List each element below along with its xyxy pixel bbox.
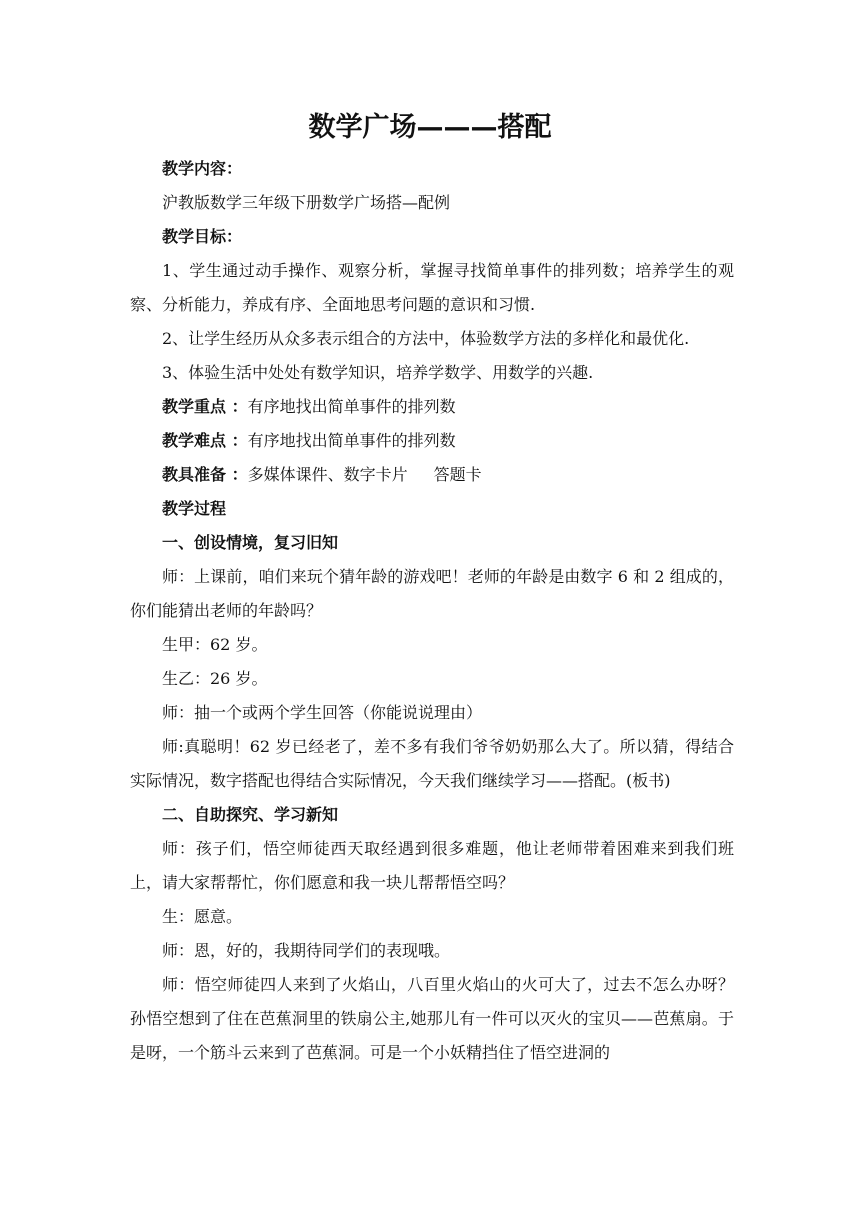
content-label: 教学内容： [162, 159, 243, 178]
difficulty-line [130, 424, 734, 458]
section1-paragraph-5: 师:真聪明！62 岁已经老了，差不多有我们爷爷奶奶那么大了。所以猜，得结合实际情况，数字搭配也得结合实际情况，今天我们继续学习——搭配。(板书) [130, 737, 734, 790]
process-label: 教学过程 [162, 499, 227, 518]
section1-paragraph-4: 师：抽一个或两个学生回答（你能说说理由） [162, 703, 483, 722]
content-label-line [130, 152, 734, 186]
key-point-text: 有序地找出简单事件的排列数 [247, 397, 456, 416]
document-body [130, 152, 734, 1070]
section2-heading-line [130, 798, 734, 832]
difficulty-label: 教学难点 ： [162, 431, 248, 450]
section2-paragraph-2: 生：愿意。 [162, 907, 243, 926]
section2-paragraph-1: 师：孩子们，悟空师徒西天取经遇到很多难题，他让老师带着困难来到我们班上，请大家帮帮忙，你们愿意和我一块儿帮帮悟空吗？ [130, 839, 734, 892]
tools-text-a: 多媒体课件、数字卡片 [247, 465, 408, 484]
goals-label-line [130, 220, 734, 254]
section1-paragraph-1: 师：上课前，咱们来玩个猜年龄的游戏吧！老师的年龄是由数字 6 和 2 组成的，你们能猜出老师的年龄吗？ [130, 567, 734, 620]
section2-paragraph-4: 师：悟空师徒四人来到了火焰山，八百里火焰山的火可大了，过去不怎么办呀？孙悟空想到了住在芭蕉洞里的铁扇公主,她那儿有一件可以灭火的宝贝——芭蕉扇。于是呀，一个筋斗云来到了芭蕉洞。可是一个小妖精挡住了悟空进洞的 [130, 975, 734, 1062]
section1-heading-line [130, 526, 734, 560]
section2-heading: 二、自助探究、学习新知 [162, 805, 339, 824]
difficulty-text: 有序地找出简单事件的排列数 [247, 431, 456, 450]
process-label-line [130, 492, 734, 526]
goal-item-2: 2、让学生经历从众多表示组合的方法中，体验数学方法的多样化和最优化. [162, 329, 690, 348]
key-point-label: 教学重点 ： [162, 397, 248, 416]
goal-item-3: 3、体验生活中处处有数学知识，培养学数学、用数学的兴趣. [162, 363, 594, 382]
section1-paragraph-3: 生乙：26 岁。 [162, 669, 268, 688]
tools-text-b: 答题卡 [433, 465, 482, 484]
content-text: 沪教版数学三年级下册数学广场搭—配例 [162, 193, 451, 212]
tools-line [130, 458, 734, 492]
tools-label: 教具准备 ： [162, 465, 248, 484]
goals-label: 教学目标： [162, 227, 243, 246]
key-point-line [130, 390, 734, 424]
section1-paragraph-2: 生甲：62 岁。 [162, 635, 268, 654]
goal-item-1: 1、学生通过动手操作、观察分析，掌握寻找简单事件的排列数；培养学生的观察、分析能力，养成有序、全面地思考问题的意识和习惯. [130, 261, 734, 314]
section1-heading: 一、创设情境，复习旧知 [162, 533, 339, 552]
document-title: 数学广场———搭配 [308, 112, 552, 143]
section2-paragraph-3: 师：恩，好的，我期待同学们的表现哦。 [162, 941, 451, 960]
